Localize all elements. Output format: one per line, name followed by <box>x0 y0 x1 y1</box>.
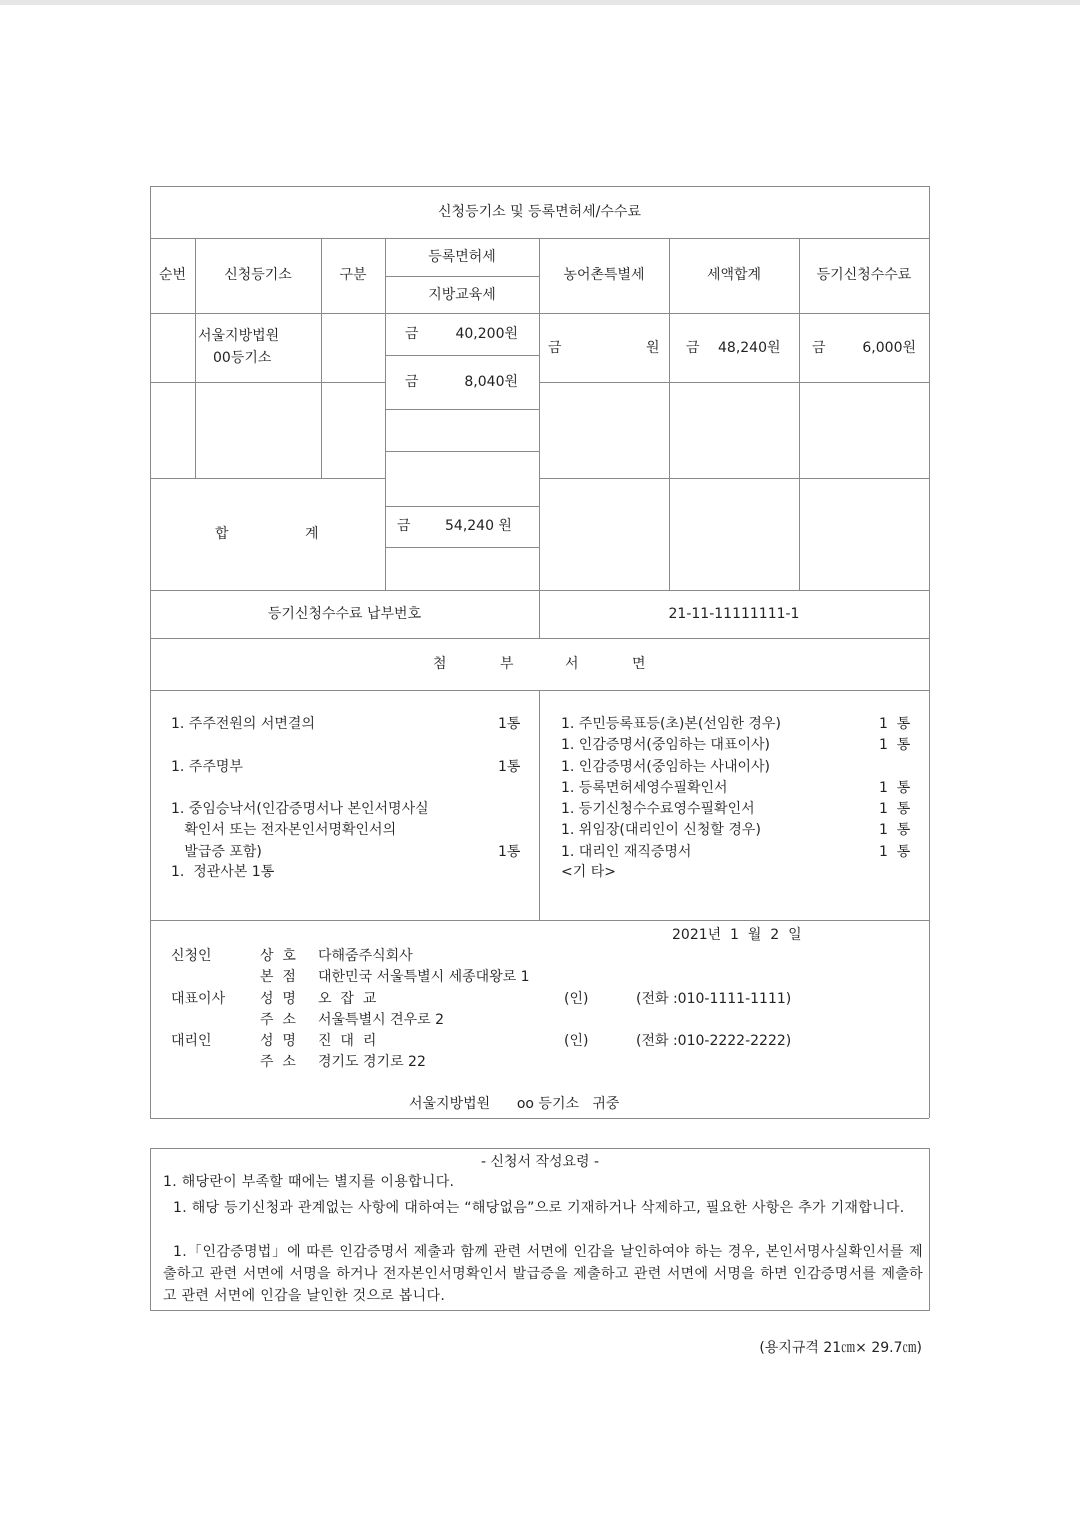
attachment-left: 1. 주주명부 <box>171 759 243 775</box>
attachment-right: 1. 주민등록표등(초)본(선임한 경우) <box>561 716 781 732</box>
attachments-title-4: 면 <box>632 656 646 672</box>
attachment-left: 1. 주주전원의 서면결의 <box>171 716 315 732</box>
attachment-right-count: 1 통 <box>879 822 911 838</box>
rule <box>150 186 151 1118</box>
total-label-b: 계 <box>305 526 319 542</box>
rural-tax-unit: 원 <box>646 340 660 356</box>
payment-label: 등기신청수수료 납부번호 <box>267 606 422 622</box>
edu-tax-prefix: 금 <box>405 374 419 390</box>
hq-address: 대한민국 서울특별시 세종대왕로 1 <box>318 969 530 985</box>
agent-phone: (전화 :010-2222-2222) <box>636 1033 792 1049</box>
rule <box>150 638 929 639</box>
agent-name: 진 대 리 <box>318 1033 377 1049</box>
rule <box>385 409 539 410</box>
attachment-right: 1. 등기신청수수료영수필확인서 <box>561 801 755 817</box>
rule <box>150 382 385 383</box>
rule <box>150 920 929 921</box>
attachment-left: 확인서 또는 전자본인서명확인서의 <box>171 822 397 838</box>
paper-size: (용지규격 21㎝× 29.7㎝) <box>759 1340 922 1356</box>
header-rural-tax: 농어촌특별세 <box>563 267 645 283</box>
ceo-phone: (전화 :010-1111-1111) <box>636 991 792 1007</box>
form-title: 신청등기소 및 등록면허세/수수료 <box>438 204 641 220</box>
rule <box>150 1118 929 1119</box>
rule <box>385 355 539 356</box>
reg-tax-prefix: 금 <box>405 326 419 342</box>
hq-label: 본 점 <box>260 969 296 985</box>
agent-seal: (인) <box>564 1033 589 1049</box>
ceo-address: 서울특별시 견우로 2 <box>318 1012 444 1028</box>
header-tax-total: 세액합계 <box>706 267 762 283</box>
total-label-a: 합 <box>215 526 229 542</box>
ceo-name-label: 성 명 <box>260 991 296 1007</box>
attachment-left-count: 1통 <box>498 759 521 775</box>
attachments-title-1: 첨 <box>433 656 447 672</box>
agent-label: 대리인 <box>171 1033 212 1049</box>
instruction-item: 1. 해당란이 부족할 때에는 별지를 이용합니다. <box>163 1174 455 1190</box>
company-name: 다해줌주식회사 <box>318 948 413 964</box>
rule <box>385 276 539 277</box>
attachment-right-count: 1 통 <box>879 737 911 753</box>
attachment-right: 1. 위임장(대리인이 신청할 경우) <box>561 822 761 838</box>
tax-total-amount: 48,240원 <box>718 340 781 356</box>
payment-number: 21-11-11111111-1 <box>668 606 800 622</box>
fee-amount: 6,000원 <box>862 340 916 356</box>
instruction-item: 1. 해당 등기신청과 관계없는 사항에 대하여는 “해당없음”으로 기재하거나 삭제하고, 필요한 사항은 추가 기재합니다. <box>173 1200 905 1216</box>
attachment-right-count: 1 통 <box>879 780 911 796</box>
attachment-right-count: 1 통 <box>879 844 911 860</box>
rule <box>385 451 539 452</box>
instruction-item: 1.「인감증명법」에 따른 인감증명서 제출과 함께 관련 서면에 인감을 날인하여야 하는 경우, 본인서명사실확인서를 제출하고 관련 서면에 서명을 하거나 전자본인서명확인서 발급증을 제출하고 관련 서면에 서명을 하면 인감증명서를 제출하고 관련 서면에 인감을 날인한 것으로 봅니다. <box>163 1244 923 1304</box>
tax-total-prefix: 금 <box>686 340 700 356</box>
agent-name-label: 성 명 <box>260 1033 296 1049</box>
total-amount: 54,240 원 <box>445 518 512 534</box>
rule <box>150 186 929 187</box>
reg-tax-amount: 40,200원 <box>455 326 518 342</box>
attachment-right: 1. 인감증명서(중임하는 사내이사) <box>561 759 770 775</box>
ceo-label: 대표이사 <box>171 991 226 1007</box>
instructions-title: - 신청서 작성요령 - <box>480 1154 600 1170</box>
attachment-left: 발급증 포함) <box>171 844 262 860</box>
attachment-left: 1. 중임승낙서(인감증명서나 본인서명사실 <box>171 801 429 817</box>
agent-address: 경기도 경기로 22 <box>318 1054 426 1070</box>
ceo-address-label: 주 소 <box>260 1012 296 1028</box>
header-reg-tax: 등록면허세 <box>428 249 496 265</box>
office-name: 서울지방법원 <box>198 328 280 344</box>
attachment-right: 1. 인감증명서(중임하는 대표이사) <box>561 737 770 753</box>
applicant-label: 신청인 <box>171 948 212 964</box>
rule <box>385 547 539 548</box>
rule <box>669 238 670 590</box>
ceo-seal: (인) <box>564 991 589 1007</box>
fee-prefix: 금 <box>812 340 826 356</box>
attachments-title-3: 서 <box>565 656 579 672</box>
attachment-right: 1. 등록면허세영수필확인서 <box>561 780 728 796</box>
attachment-left-count: 1통 <box>498 844 521 860</box>
rule <box>539 382 929 383</box>
attachment-right-count: 1 통 <box>879 716 911 732</box>
header-seq: 순번 <box>158 267 187 283</box>
attachment-left: 1. 정관사본 1통 <box>171 864 275 880</box>
agent-address-label: 주 소 <box>260 1054 296 1070</box>
header-edu-tax: 지방교육세 <box>428 287 496 303</box>
rule <box>799 238 800 590</box>
header-type: 구분 <box>339 267 367 283</box>
rule <box>929 186 930 1118</box>
header-fee: 등기신청수수료 <box>816 267 912 283</box>
attachment-right: <기 타> <box>561 864 616 880</box>
top-bar <box>0 0 1080 5</box>
rural-tax-prefix: 금 <box>548 340 562 356</box>
addressee: 서울지방법원 oo 등기소 귀중 <box>409 1096 620 1112</box>
attachment-left-count: 1통 <box>498 716 521 732</box>
rule <box>539 238 540 638</box>
total-prefix: 금 <box>397 518 411 534</box>
ceo-name: 오 잡 교 <box>318 991 377 1007</box>
attachment-right: 1. 대리인 재직증명서 <box>561 844 692 860</box>
header-office: 신청등기소 <box>224 267 292 283</box>
company-label: 상 호 <box>260 948 296 964</box>
attachment-right-count: 1 통 <box>879 801 911 817</box>
instructions-box <box>150 1148 930 1311</box>
application-date: 2021년 1 월 2 일 <box>672 927 802 943</box>
office-branch: 00등기소 <box>213 350 272 366</box>
rule <box>539 690 540 920</box>
attachments-title-2: 부 <box>500 656 514 672</box>
rule <box>150 478 385 479</box>
edu-tax-amount: 8,040원 <box>464 374 518 390</box>
rule <box>539 478 929 479</box>
rule <box>385 506 539 507</box>
